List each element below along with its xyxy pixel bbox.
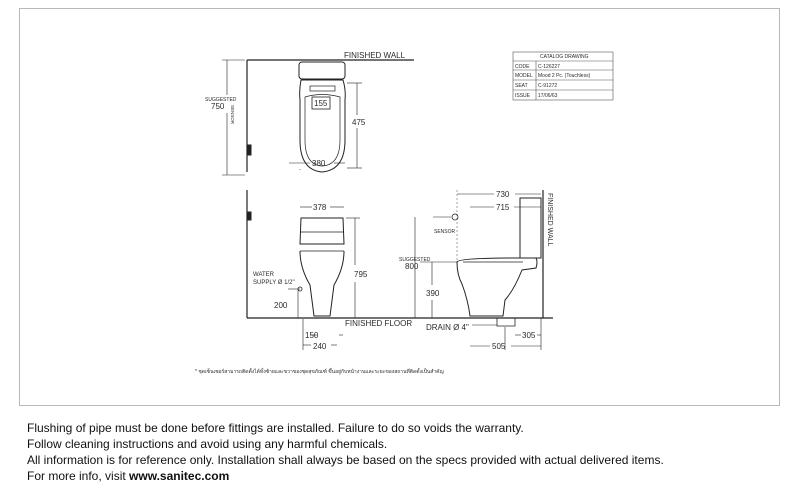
note-flushing: Flushing of pipe must be done before fittings are installed. Failure to do so voids the warranty.	[27, 421, 524, 435]
dim-795: 795	[354, 270, 368, 279]
catalog-row-value: C-126227	[538, 64, 560, 70]
catalog-row-key: SEAT	[515, 83, 528, 89]
catalog-row-key: CODE	[515, 64, 530, 70]
dim-380: 380	[312, 159, 326, 168]
dim-155: 155	[314, 99, 328, 108]
drain-label: DRAIN Ø 4"	[426, 323, 469, 332]
dim-200: 200	[274, 301, 288, 310]
dim-390: 390	[426, 289, 440, 298]
finished-wall-side-label: FINISHED WALL	[546, 193, 553, 247]
note-more-info-prefix: For more info, visit	[27, 469, 130, 483]
sensor-side-label: SENSOR	[230, 105, 235, 125]
sensor-top-label: SENSOR	[434, 229, 456, 235]
dim-378: 378	[313, 203, 327, 212]
water-supply-line2: SUPPLY Ø 1/2"	[253, 280, 295, 286]
top-view	[222, 60, 414, 175]
notes-section	[27, 420, 787, 484]
suggested-750-value: 750	[211, 102, 225, 111]
dim-505: 505	[492, 342, 506, 351]
suggested-800-value: 800	[405, 262, 419, 271]
dim-475: 475	[352, 118, 366, 127]
catalog-row-value: C-91272	[538, 83, 558, 89]
website-link[interactable]: www.sanitec.com	[129, 469, 230, 483]
dim-715: 715	[496, 203, 510, 212]
dim-150: 150	[305, 331, 319, 340]
catalog-row-key: ISSUE	[515, 93, 531, 99]
suggested-800-label: SUGGESTED	[399, 257, 431, 263]
note-reference: All information is for reference only. Installation shall always be based on the specs provided with actual delivered items.	[27, 453, 664, 467]
suggested-750-label: SUGGESTED	[205, 97, 237, 103]
dim-240: 240	[313, 342, 327, 351]
catalog-row-value: 17/06/63	[538, 93, 558, 99]
note-cleaning: Follow cleaning instructions and avoid using any harmful chemicals.	[27, 437, 388, 451]
note-more-info	[27, 468, 787, 484]
finished-floor-label: FINISHED FLOOR	[345, 319, 413, 328]
dim-305: 305	[522, 331, 536, 340]
finished-wall-top-label: FINISHED WALL	[344, 51, 406, 60]
thai-sensor-note: * ชุดเซ็นเซอร์สามารถติดตั้งได้ทั้งซ้ายและขวาของชุดสุขภัณฑ์ ขึ้นอยู่กับหน้างานและระยะของสถานที่ติดตั้งเป็นสำคัญ	[195, 369, 444, 375]
catalog-row-key: MODEL	[515, 73, 533, 79]
catalog-row-value: Mood 2 Pc. (Touchless)	[538, 73, 591, 79]
catalog-title: CATALOG DRAWING	[540, 54, 589, 60]
dim-730: 730	[496, 190, 510, 199]
water-supply-line1: WATER	[253, 272, 274, 278]
